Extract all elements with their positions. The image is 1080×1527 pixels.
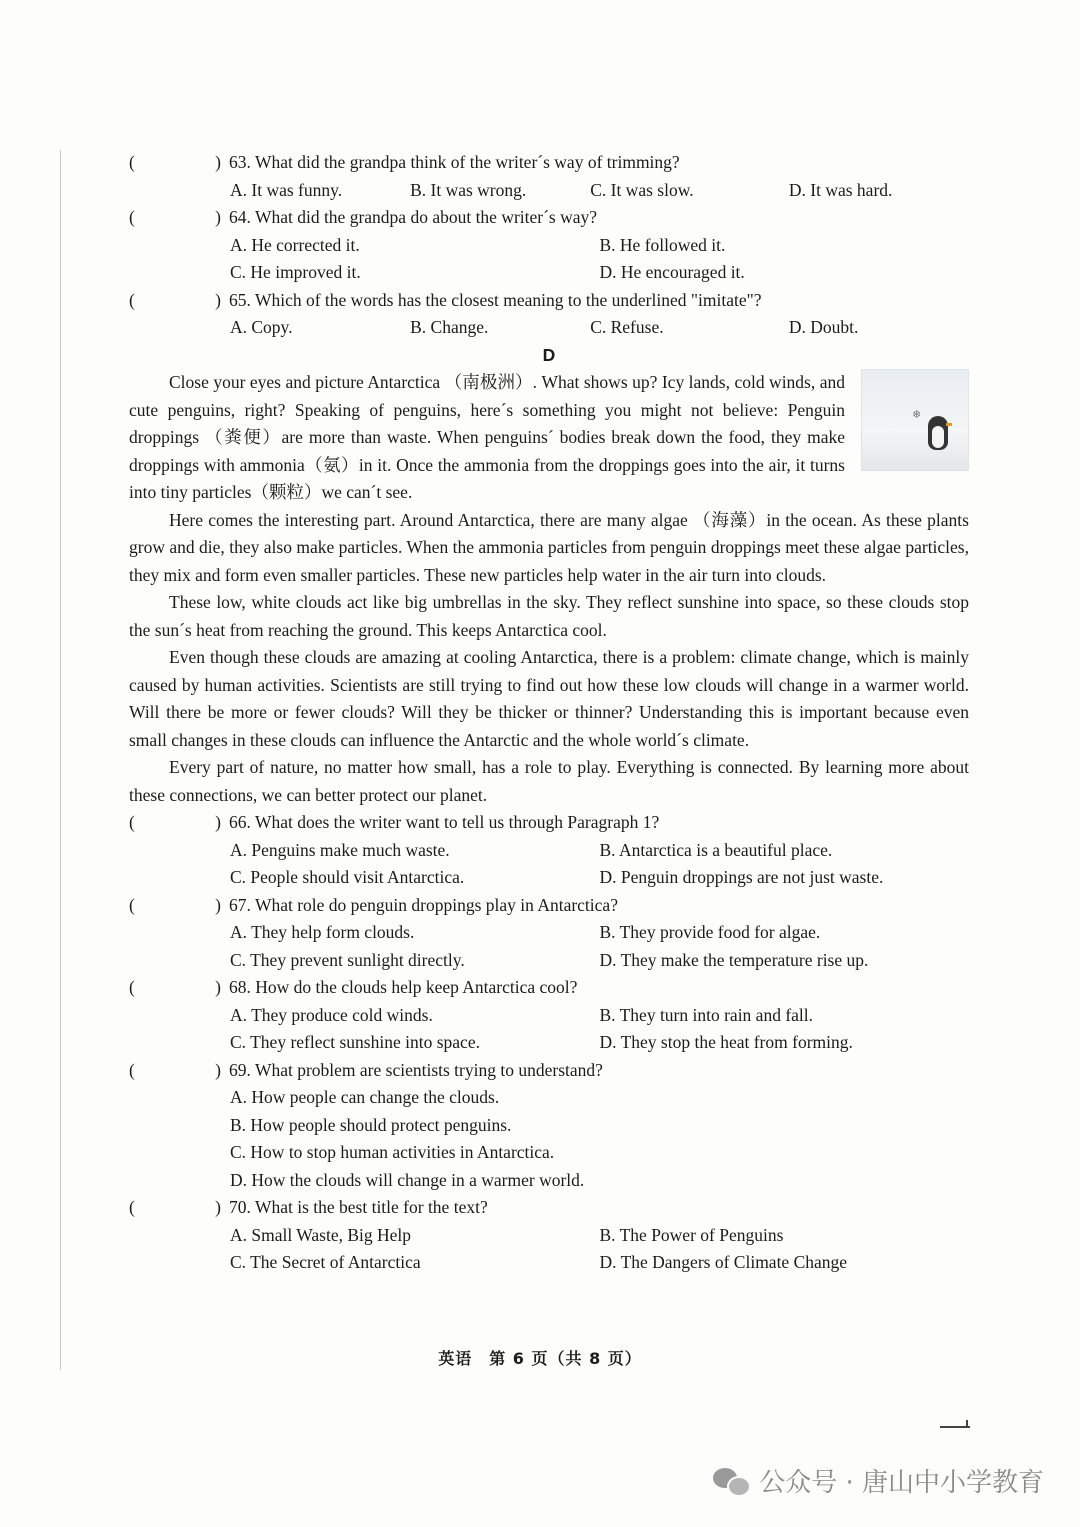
section-heading: D xyxy=(542,344,556,365)
options-65 xyxy=(129,314,969,342)
options-67-row1 xyxy=(129,919,969,947)
option-a: A. Copy. xyxy=(230,317,293,338)
option-b: B. They turn into rain and fall. xyxy=(599,1004,814,1025)
option-b: B. How people should protect penguins. xyxy=(230,1114,512,1135)
option-b: B. It was wrong. xyxy=(410,179,527,200)
option-a: A. He corrected it. xyxy=(230,234,360,255)
answer-blank[interactable]: ( ) xyxy=(129,977,221,998)
option-c: C. How to stop human activities in Antarctica. xyxy=(230,1142,555,1162)
option-c: C. People should visit Antarctica. xyxy=(230,867,465,888)
passage xyxy=(129,369,969,507)
option-c: C. Refuse. xyxy=(590,317,664,338)
option-a: A. How people can change the clouds. xyxy=(230,1087,500,1107)
passage-paragraph-1: Close your eyes and picture Antarctica （南极洲）. What shows up? Icy lands, cold winds, and cute penguins, right? Speaking of penguins, here´s something you might not believe: Penguin droppings （粪便）are more than waste. When penguins´ bodies break down the food, they make droppings with ammonia（氨）in it. Once the ammonia from the droppings goes into the air, it turns into tiny particles（颗粒）we can´t see. xyxy=(129,372,845,502)
options-64-row2 xyxy=(129,259,969,287)
options-68-row2 xyxy=(129,1029,969,1057)
options-70-row2 xyxy=(129,1249,969,1277)
page-footer: 英语 第 6 页（共 8 页） xyxy=(438,1349,642,1368)
option-c: C. It was slow. xyxy=(590,179,694,200)
answer-blank[interactable]: ( ) xyxy=(129,152,221,173)
option-c: C. He improved it. xyxy=(230,262,361,283)
passage-paragraph-5: Every part of nature, no matter how small, has a role to play. Everything is connected. By learning more about these connections, we can better protect our planet. xyxy=(129,757,969,805)
options-66-row2 xyxy=(129,864,969,892)
option-a: A. Small Waste, Big Help xyxy=(230,1224,412,1245)
question-70 xyxy=(129,1194,969,1222)
watermark-text: 公众号 · 唐山中小学教育 xyxy=(759,1468,1044,1498)
option-d: D. They make the temperature rise up. xyxy=(599,949,869,970)
options-68-row1 xyxy=(129,1002,969,1030)
option-a: A. It was funny. xyxy=(230,179,343,200)
question-68 xyxy=(129,974,969,1002)
option-b: B. Change. xyxy=(410,317,489,338)
options-67-row2 xyxy=(129,947,969,975)
answer-blank[interactable]: ( ) xyxy=(129,1197,221,1218)
option-a: A. They produce cold winds. xyxy=(230,1004,433,1025)
passage-paragraph-3: These low, white clouds act like big umbrellas in the sky. They reflect sunshine into space, so these clouds stop the sun´s heat from reaching the ground. This keeps Antarctica cool. xyxy=(129,592,969,640)
options-64-row1 xyxy=(129,232,969,260)
passage-paragraph-4: Even though these clouds are amazing at cooling Antarctica, there is a problem: climate change, which is mainly caused by human activities. Scientists are still trying to find out how these low clouds will change in a warmer world. Will there be more or fewer clouds? Will they be thicker or thinner? Understanding this is important because even small changes in these clouds can influence the Antarctic and the whole world´s climate. xyxy=(129,647,969,750)
option-d: D. They stop the heat from forming. xyxy=(599,1032,853,1053)
passage-paragraph-2: Here comes the interesting part. Around Antarctica, there are many algae （海藻）in the ocean. As these plants grow and die, they also make particles. When the ammonia particles from penguin droppings meet these algae particles, they mix and form even smaller particles. These new particles help water in the air turn into clouds. xyxy=(129,509,969,585)
option-b: B. He followed it. xyxy=(599,234,726,255)
options-70-row1 xyxy=(129,1222,969,1250)
question-stem: 66. What does the writer want to tell us through Paragraph 1? xyxy=(229,812,660,833)
question-stem: 67. What role do penguin droppings play in Antarctica? xyxy=(229,894,618,915)
question-stem: 65. Which of the words has the closest meaning to the underlined "imitate"? xyxy=(229,289,762,310)
question-stem: 69. What problem are scientists trying to understand? xyxy=(229,1059,603,1080)
question-stem: 68. How do the clouds help keep Antarctica cool? xyxy=(229,977,578,998)
question-stem: 64. What did the grandpa do about the writer´s way? xyxy=(229,207,598,228)
option-d: D. He encouraged it. xyxy=(599,262,745,283)
snowflake-icon: ❄ xyxy=(912,408,922,421)
question-69 xyxy=(129,1057,969,1085)
answer-blank[interactable]: ( ) xyxy=(129,812,221,833)
question-63 xyxy=(129,149,969,177)
option-d: D. The Dangers of Climate Change xyxy=(599,1252,848,1273)
option-b: B. The Power of Penguins xyxy=(599,1224,784,1245)
option-b: B. They provide food for algae. xyxy=(599,922,821,943)
option-b: B. Antarctica is a beautiful place. xyxy=(599,839,833,860)
answer-blank[interactable]: ( ) xyxy=(129,894,221,915)
margin-rule xyxy=(60,150,61,1370)
answer-blank[interactable]: ( ) xyxy=(129,1059,221,1080)
question-67 xyxy=(129,892,969,920)
answer-blank[interactable]: ( ) xyxy=(129,207,221,228)
options-66-row1 xyxy=(129,837,969,865)
option-d: D. Penguin droppings are not just waste. xyxy=(599,867,884,888)
question-stem: 70. What is the best title for the text? xyxy=(229,1197,488,1218)
wechat-icon xyxy=(713,1466,749,1496)
question-stem: 63. What did the grandpa think of the writer´s way of trimming? xyxy=(229,152,680,173)
option-d: D. It was hard. xyxy=(788,179,893,200)
scan-mark xyxy=(966,1420,968,1428)
option-d: D. How the clouds will change in a warmer world. xyxy=(230,1169,585,1190)
option-c: C. They prevent sunlight directly. xyxy=(230,949,465,970)
question-65 xyxy=(129,287,969,315)
option-a: A. Penguins make much waste. xyxy=(230,839,450,860)
options-63 xyxy=(129,177,969,205)
question-64 xyxy=(129,204,969,232)
question-66 xyxy=(129,809,969,837)
option-a: A. They help form clouds. xyxy=(230,922,415,943)
option-c: C. The Secret of Antarctica xyxy=(230,1252,421,1273)
option-c: C. They reflect sunshine into space. xyxy=(230,1032,480,1053)
page-content xyxy=(129,149,969,1277)
answer-blank[interactable]: ( ) xyxy=(129,289,221,310)
option-d: D. Doubt. xyxy=(788,317,859,338)
penguin-image xyxy=(861,369,969,471)
watermark xyxy=(713,1462,1044,1499)
